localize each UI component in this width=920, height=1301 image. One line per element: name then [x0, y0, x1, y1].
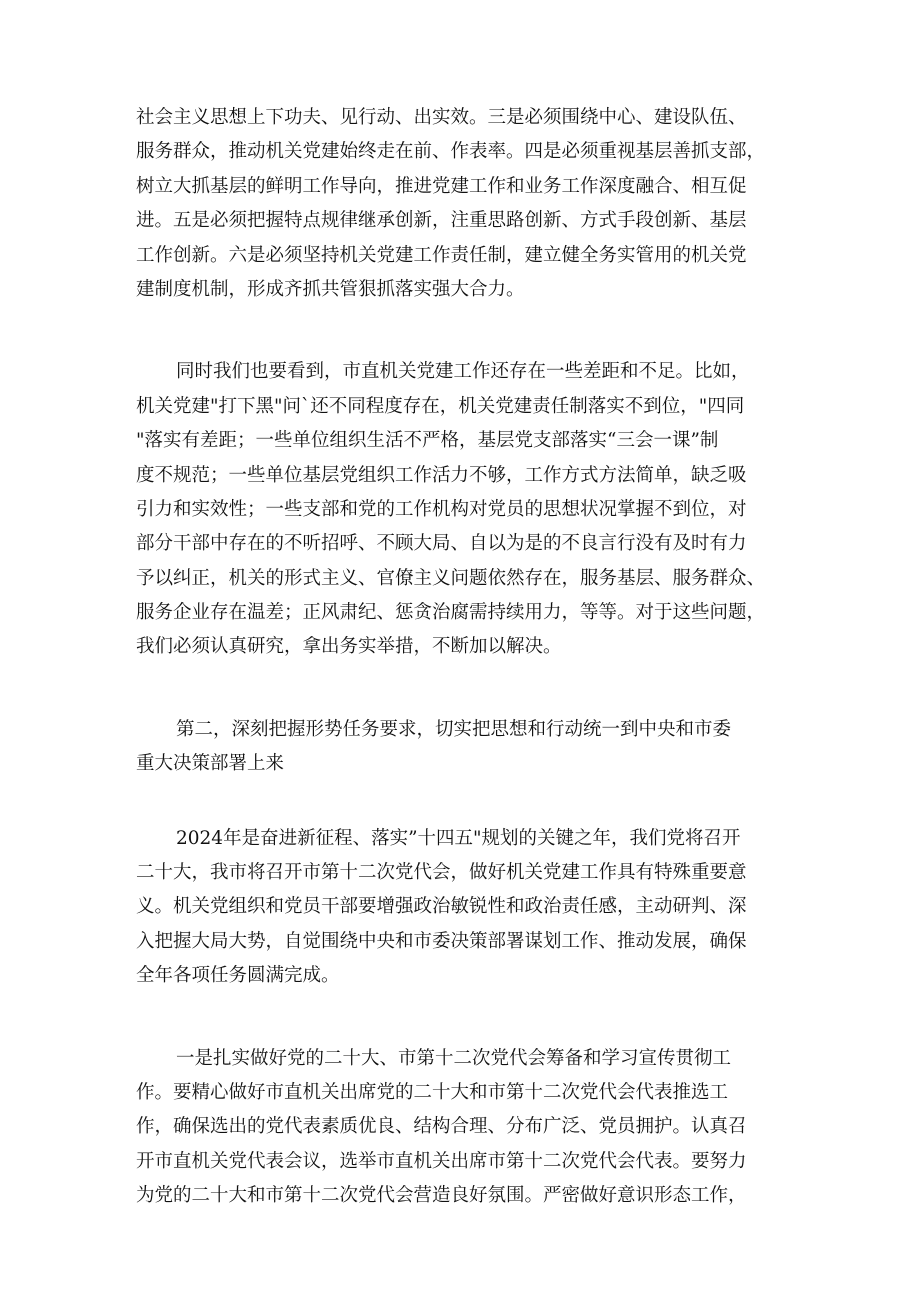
text-line: 部分干部中存在的不听招呼、不顾大局、自以为是的不良言行没有及时有力: [136, 533, 747, 555]
paragraph-gap: [136, 994, 791, 1042]
text-line: 二十大，我市将召开市第十二次党代会，做好机关党建工作具有特殊重要意: [136, 862, 747, 884]
section-heading: [136, 713, 791, 782]
paragraph-gap: [136, 665, 791, 713]
heading-line: 重大决策部署上来: [136, 753, 285, 775]
paragraph-1: [136, 101, 791, 307]
text-line: 我们必须认真研究，拿出务实举措，不断加以解决。: [136, 636, 562, 658]
text-line: 义。机关党组织和党员干部要增强政治敏锐性和政治责任感，主动研判、深: [136, 896, 747, 918]
text-line: 作，确保选出的党代表素质优良、结构合理、分布广泛、党员拥护。认真召: [136, 1116, 747, 1138]
text-line: 入把握大局大势，自觉围绕中央和市委决策部署谋划工作、推动发展，确保: [136, 930, 747, 952]
text-line: 为党的二十大和市第十二次党代会营造良好氛围。严密做好意识形态工作，: [136, 1185, 747, 1207]
text-line: 2024年是奋进新征程、落实”十四五"规划的关键之年，我们党将召开: [176, 827, 741, 849]
document-page: [136, 101, 791, 1214]
paragraph-gap: [136, 782, 791, 822]
text-line: 予以纠正，机关的形式主义、官僚主义问题依然存在，服务基层、服务群众、: [136, 567, 766, 589]
text-line: 服务群众，推动机关党建始终走在前、作表率。四是必须重视基层善抓支部，: [136, 141, 766, 163]
text-line: 建制度机制，形成齐抓共管狠抓落实强大合力。: [136, 278, 525, 300]
text-line: 度不规范；一些单位基层党组织工作活力不够，工作方式方法简单，缺乏吸: [136, 464, 747, 486]
paragraph-3: [136, 822, 791, 994]
text-line: 工作创新。六是必须坚持机关党建工作责任制，建立健全务实管用的机关党: [136, 244, 747, 266]
text-line: 机关党建"打下黑"问`还不同程度存在，机关党建责任制落实不到位，"四同: [136, 395, 745, 417]
text-line: 同时我们也要看到，市直机关党建工作还存在一些差距和不足。比如，: [176, 361, 750, 383]
heading-line: 第二，深刻把握形势任务要求，切实把思想和行动统一到中央和市委: [176, 718, 732, 740]
text-line: 服务企业存在温差；正风肃纪、惩贪治腐需持续用力，等等。对于这些问题，: [136, 602, 766, 624]
text-line: 社会主义思想上下功夫、见行动、出实效。三是必须围绕中心、建设队伍、: [136, 107, 747, 128]
text-line: "落实有差距；一些单位组织生活不严格，基层党支部落实“三会一课”制: [136, 430, 719, 452]
text-line: 一是扎实做好党的二十大、市第十二次党代会筹备和学习宣传贯彻工: [176, 1047, 732, 1069]
paragraph-4: [136, 1042, 791, 1214]
text-line: 引力和实效性；一些支部和党的工作机构对党员的思想状况掌握不到位，对: [136, 498, 747, 520]
paragraph-gap: [136, 307, 791, 355]
text-line: 开市直机关党代表会议，选举市直机关出席市第十二次党代会代表。要努力: [136, 1150, 747, 1172]
text-line: 作。要精心做好市直机关出席党的二十大和市第十二次党代会代表推选工: [136, 1081, 729, 1103]
text-line: 全年各项任务圆满完成。: [136, 965, 340, 987]
paragraph-2: [136, 355, 791, 665]
text-line: 树立大抓基层的鲜明工作导向，推进党建工作和业务工作深度融合、相互促: [136, 175, 747, 197]
text-line: 进。五是必须把握特点规律继承创新，注重思路创新、方式手段创新、基层: [136, 210, 747, 232]
